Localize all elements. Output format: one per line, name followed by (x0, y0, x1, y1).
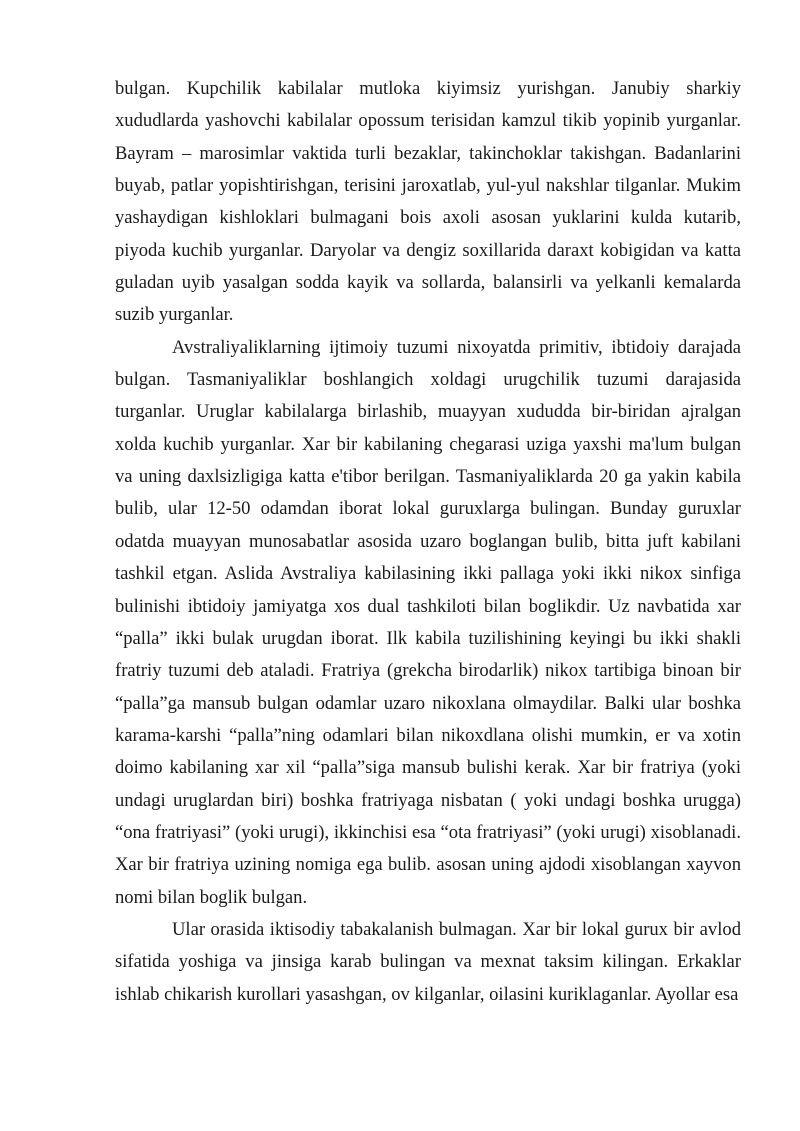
paragraph-social-structure: Avstraliyaliklarning ijtimoiy tuzumi nixoyatda primitiv, ibtidoiy darajada bulgan. Tasmaniyaliklar boshlangich xoldagi urugchilik tuzumi darajasida turganlar. Uruglar kabilalarga birlashib, muayyan xududda bir-biridan ajralgan xolda kuchib yurganlar. Xar bir kabilaning chegarasi uziga yaxshi ma'lum bulgan va uning daxlsizligiga katta e'tibor berilgan. Tasmaniyaliklarda 20 ga yakin kabila bulib, ular 12-50 odamdan iborat lokal guruxlarga bulingan. Bunday guruxlar odatda muayyan munosabatlar asosida uzaro boglangan bulib, bitta juft kabilani tashkil etgan. Aslida Avstraliya kabilasining ikki pallaga yoki ikki nikox sinfiga bulinishi ibtidoiy jamiyatga xos dual tashkiloti bilan boglikdir. Uz navbatida xar “palla” ikki bulak urugdan iborat. Ilk kabila tuzilishining keyingi bu ikki shakli fratriy tuzumi deb ataladi. Fratriya (grekcha birodarlik) nikox tartibiga binoan bir “palla”ga mansub bulgan odamlar uzaro nikoxlana olmaydilar. Balki ular boshka karama-karshi “palla”ning odamlari bilan nikoxdlana olishi mumkin, er va xotin doimo kabilaning xar xil “palla”siga mansub bulishi kerak. Xar bir fratriya (yoki undagi uruglardan biri) boshka fratriyaga nisbatan ( yoki undagi boshka urugga) “ona fratriyasi” (yoki urugi), ikkinchisi esa “ota fratriyasi” (yoki urugi) xisoblanadi. Xar bir fratriya uzining nomiga ega bulib. asosan uning ajdodi xisoblangan xayvon nomi bilan boglik bulgan. (115, 336, 741, 908)
document-body (115, 73, 741, 1011)
paragraph-continuation: bulgan. Kupchilik kabilalar mutloka kiyimsiz yurishgan. Janubiy sharkiy xududlarda yashovchi kabilalar opossum terisidan kamzul tikib yopinib yurganlar. Bayram – marosimlar vaktida turli bezaklar, takinchoklar takishgan. Badanlarini buyab, patlar yopishtirishgan, terisini jaroxatlab, yul-yul nakshlar tilganlar. Mukim yashaydigan kishloklari bulmagani bois axoli asosan yuklarini kulda kutarib, piyoda kuchib yurganlar. Daryolar va dengiz soxillarida daraxt kobigidan va katta guladan uyib yasalgan sodda kayik va sollarda, balansirli va yelkanli kemalarda suzib yurganlar. (115, 78, 741, 326)
paragraph-economic-division: Ular orasida iktisodiy tabakalanish bulmagan. Xar bir lokal gurux bir avlod sifatida yoshiga va jinsiga karab bulingan va mexnat taksim kilingan. Erkaklar ishlab chikarish kurollari yasashgan, ov kilganlar, oilasini kuriklaganlar. Ayollar esa (115, 918, 741, 1005)
